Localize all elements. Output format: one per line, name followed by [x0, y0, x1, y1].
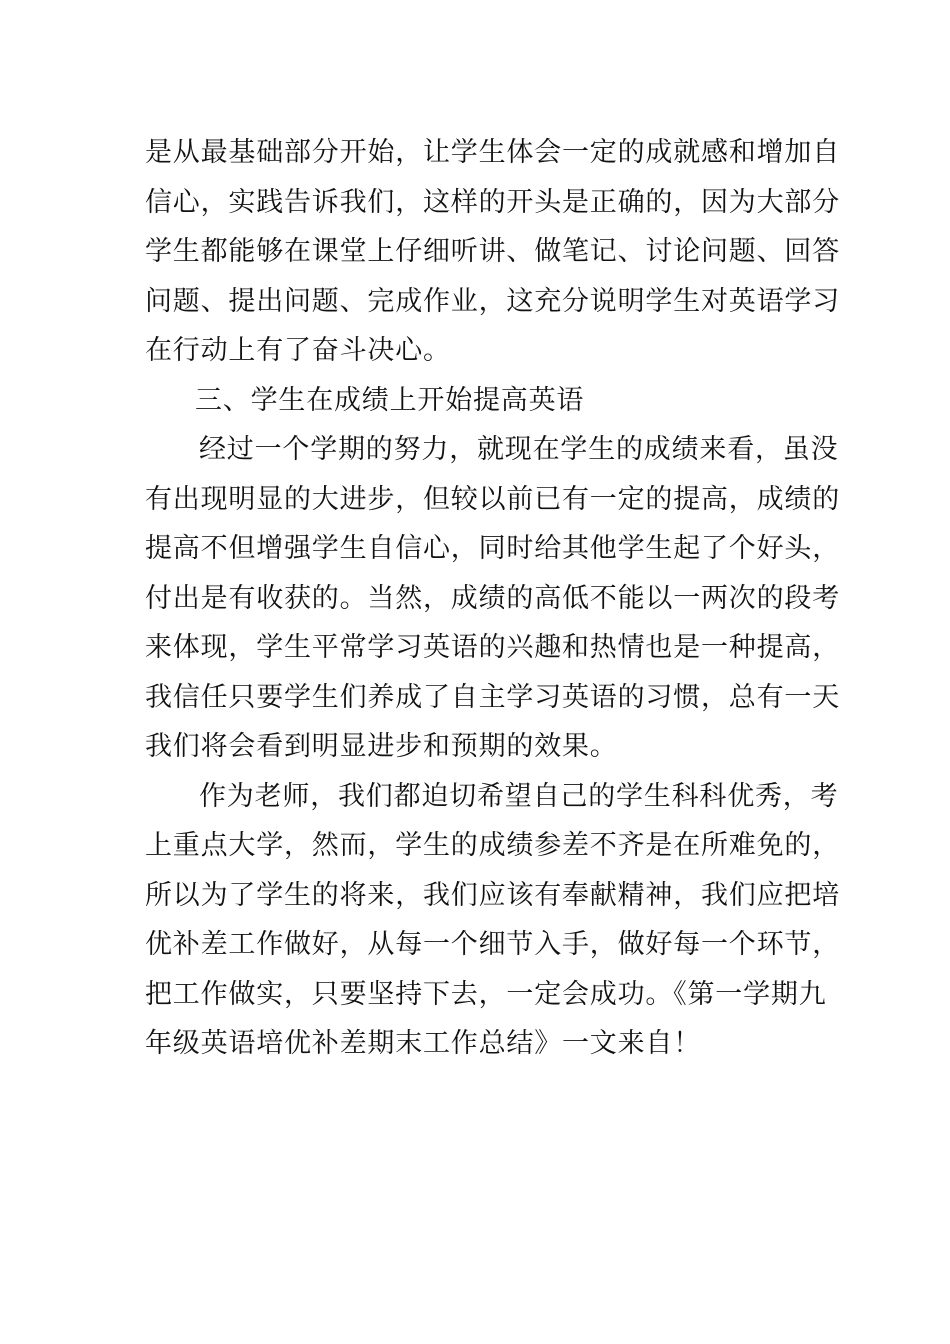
text-line: 年级英语培优补差期末工作总结》一文来自！ [145, 1028, 701, 1059]
text-line: 优补差工作做好，从每一个细节入手，做好每一个环节， [145, 929, 840, 960]
text-line: 是从最基础部分开始，让学生体会一定的成就感和增加自 [145, 137, 840, 168]
text-line: 信心，实践告诉我们，这样的开头是正确的，因为大部分 [145, 186, 840, 218]
text-line: 提高不但增强学生自信心，同时给其他学生起了个好头， [145, 533, 840, 564]
text-line: 把工作做实，只要坚持下去，一定会成功。《第一学期九 [145, 978, 827, 1010]
paragraph-grades [145, 425, 840, 772]
text-line: 上重点大学，然而，学生的成绩参差不齐是在所难免的， [145, 830, 840, 861]
text-line: 有出现明显的大进步，但较以前已有一定的提高，成绩的 [145, 483, 840, 515]
section-heading-text: 三、学生在成绩上开始提高英语 [195, 384, 585, 416]
text-line: 我信任只要学生们养成了自主学习英语的习惯，总有一天 [145, 681, 840, 713]
text-line: 作为老师，我们都迫切希望自己的学生科科优秀，考 [199, 780, 839, 812]
text-line: 学生都能够在课堂上仔细听讲、做笔记、讨论问题、回答 [145, 236, 840, 267]
paragraph-continuation [145, 128, 840, 376]
document-body [145, 128, 840, 1069]
text-line: 经过一个学期的努力，就现在学生的成绩来看，虽没 [199, 434, 839, 465]
text-line: 来体现，学生平常学习英语的兴趣和热情也是一种提高， [145, 632, 840, 663]
text-line: 所以为了学生的将来，我们应该有奉献精神，我们应把培 [145, 879, 840, 911]
text-line: 在行动上有了奋斗决心。 [145, 335, 451, 366]
section-heading-3 [145, 376, 807, 426]
paragraph-conclusion [145, 772, 840, 1069]
text-line: 问题、提出问题、完成作业，这充分说明学生对英语学习 [145, 285, 840, 317]
text-line: 付出是有收获的。当然，成绩的高低不能以一两次的段考 [145, 582, 840, 614]
text-line: 我们将会看到明显进步和预期的效果。 [145, 731, 618, 762]
